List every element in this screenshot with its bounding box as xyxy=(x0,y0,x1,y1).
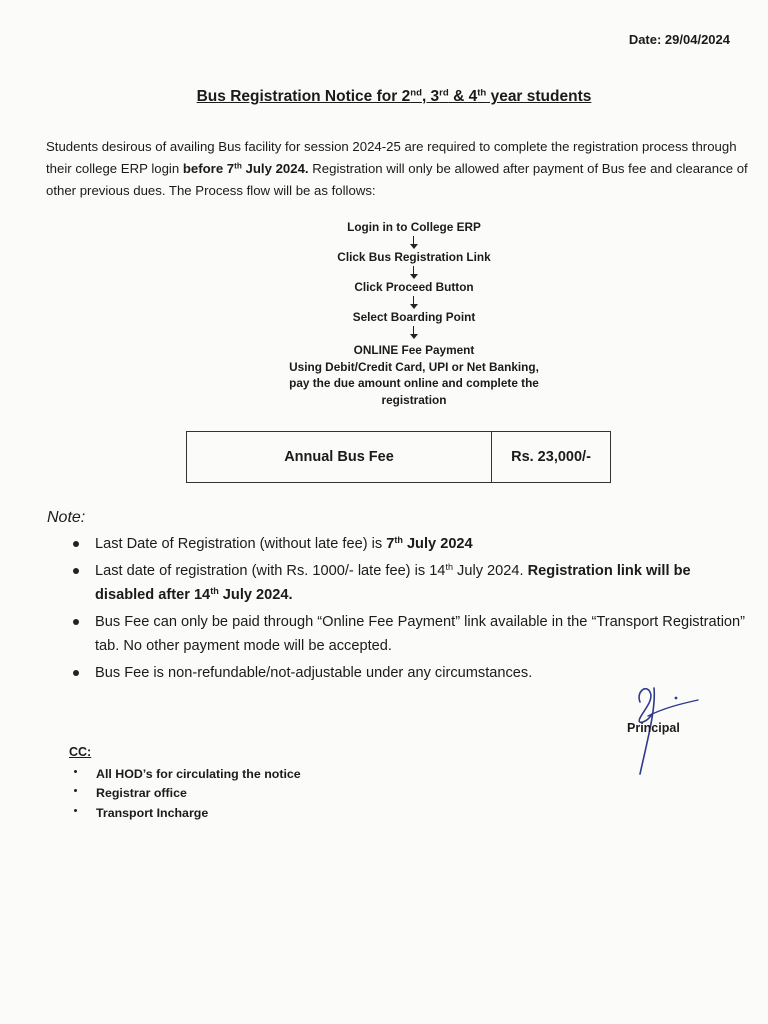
note-item-late-fee: Last date of registration (with Rs. 1000/- late fee) is 14th July 2024. Registration link will be disabled after 14th July 2024. xyxy=(72,559,752,607)
cc-item-transport: Transport Incharge xyxy=(72,804,301,823)
fee-value: Rs. 23,000/- xyxy=(511,449,591,465)
payment-line-3: pay the due amount online and complete the xyxy=(289,376,539,390)
flow-step-payment xyxy=(289,342,539,408)
down-arrow-icon xyxy=(409,265,419,280)
payment-line-2: Using Debit/Credit Card, UPI or Net Banking, xyxy=(289,359,539,374)
down-arrow-icon xyxy=(409,295,419,310)
notice-date: Date: 29/04/2024 xyxy=(628,32,730,47)
process-flow xyxy=(200,220,628,408)
down-arrow-icon xyxy=(409,235,419,250)
flow-step-boarding: Select Boarding Point xyxy=(352,310,476,324)
cc-list xyxy=(72,765,301,823)
payment-line-4: registration xyxy=(381,392,447,407)
flow-step-proceed: Click Proceed Button xyxy=(354,280,474,294)
note-item-payment-mode: Bus Fee can only be paid through “Online Fee Payment” link available in the “Transport Registration” tab. No other payment mode will be accepted. xyxy=(72,610,752,658)
note-item-non-refundable: Bus Fee is non-refundable/not-adjustable under any circumstances. xyxy=(72,661,752,685)
cc-item-hod: All HOD’s for circulating the notice xyxy=(72,765,301,784)
notice-title: Bus Registration Notice for 2nd, 3rd & 4th year students xyxy=(196,87,592,105)
note-heading: Note: xyxy=(47,509,86,526)
principal-title: Principal xyxy=(627,721,680,735)
note-item-last-date: Last Date of Registration (without late fee) is 7th July 2024 xyxy=(72,532,752,556)
fee-table xyxy=(186,431,611,483)
flow-step-login: Login in to College ERP xyxy=(347,220,481,234)
payment-line-1: ONLINE Fee Payment xyxy=(353,343,475,357)
cc-item-registrar: Registrar office xyxy=(72,784,301,803)
flow-step-bus-link: Click Bus Registration Link xyxy=(337,250,491,264)
down-arrow-icon xyxy=(409,325,419,340)
intro-paragraph: Students desirous of availing Bus facility for session 2024-25 are required to complete the registration process through their college ERP login before 7th July 2024. Registration will only be allowed after payment of Bus fee and clearance of other previous dues. The Process flow will be as follows: xyxy=(46,139,748,198)
fee-label: Annual Bus Fee xyxy=(187,432,492,482)
notes-list xyxy=(72,532,752,688)
cc-heading: CC: xyxy=(69,745,92,759)
